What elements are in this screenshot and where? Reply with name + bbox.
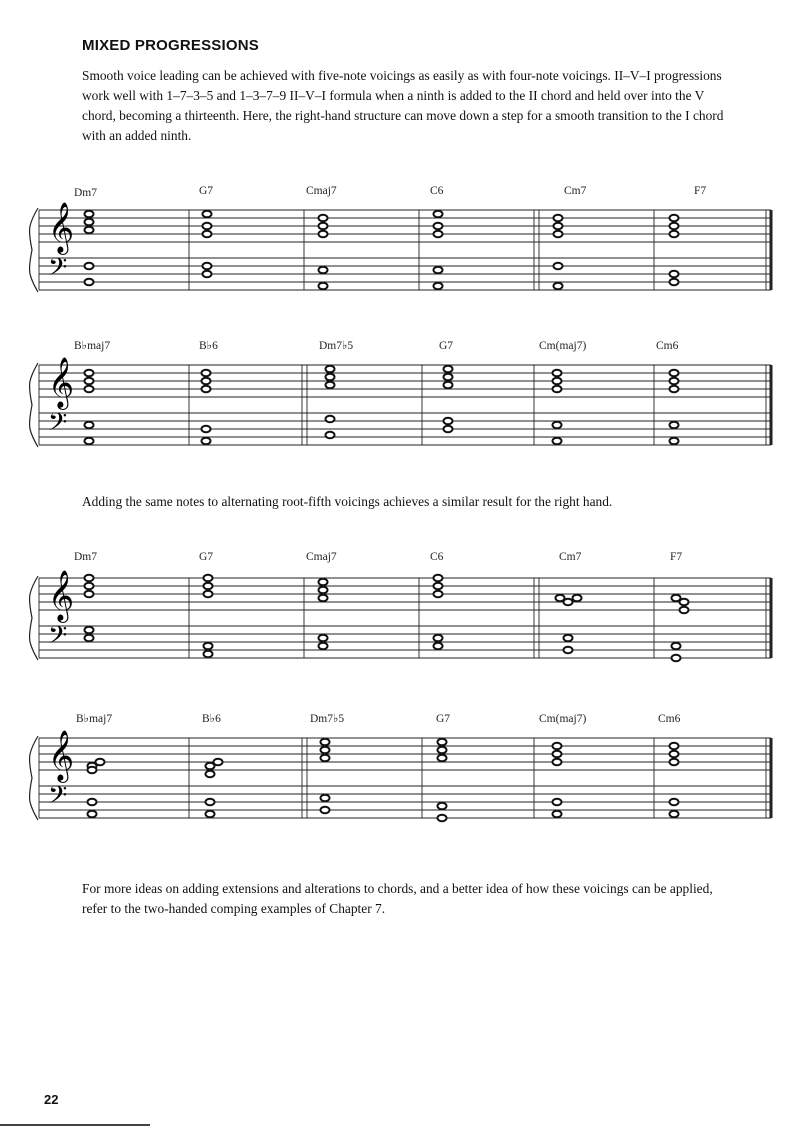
chord-symbol: Cm6 — [656, 340, 679, 352]
chord-symbol: Cm7 — [564, 185, 587, 197]
bass-clef-icon: 𝄢 — [48, 781, 68, 816]
notes-system-4 — [88, 739, 679, 821]
music-system-1 — [34, 180, 774, 300]
staff-system-2-svg — [34, 335, 774, 455]
treble-clef-icon: 𝄞 — [48, 730, 75, 781]
chord-symbol: G7 — [199, 551, 214, 563]
bass-clef-icon: 𝄢 — [48, 253, 68, 288]
chord-symbol: Dm7♭5 — [319, 340, 354, 352]
music-system-2 — [34, 335, 774, 455]
chord-symbol: Cm7 — [559, 551, 582, 563]
chord-symbol: G7 — [199, 185, 214, 197]
chord-symbol: C6 — [430, 185, 444, 197]
staff-system-4-svg — [34, 708, 774, 828]
middle-paragraph: Adding the same notes to alternating root-fifth voicings achieves a similar result for the right hand. — [82, 494, 613, 509]
notes-system-1 — [85, 211, 679, 289]
notes-system-3 — [85, 575, 689, 661]
section-heading: MIXED PROGRESSIONS — [82, 37, 259, 54]
chord-symbol: C6 — [430, 551, 444, 563]
treble-clef-icon: 𝄞 — [48, 357, 75, 408]
bass-clef-icon: 𝄢 — [48, 621, 68, 656]
chord-symbol: Dm7 — [74, 551, 97, 563]
chord-symbol: F7 — [670, 551, 683, 563]
staff-system-3-svg — [34, 548, 774, 668]
music-system-3 — [34, 548, 774, 668]
chord-symbol: B♭6 — [202, 713, 221, 725]
staff-system-1-svg — [34, 180, 774, 300]
closing-paragraph: For more ideas on adding extensions and alterations to chords, and a better idea of how these voicings can be applied, refer to the two-handed comping examples of Chapter 7. — [82, 881, 713, 916]
footer-divider — [0, 1124, 150, 1126]
chord-symbol: G7 — [436, 713, 451, 725]
chord-symbol: Cm6 — [658, 713, 681, 725]
treble-clef-icon: 𝄞 — [48, 202, 75, 253]
chord-symbol: G7 — [439, 340, 454, 352]
chord-symbol: Dm7 — [74, 187, 97, 199]
chord-symbol: Cm(maj7) — [539, 340, 587, 352]
chord-symbol: Dm7♭5 — [310, 713, 345, 725]
chord-symbol: B♭6 — [199, 340, 218, 352]
treble-clef-icon: 𝄞 — [48, 570, 75, 621]
music-system-4 — [34, 708, 774, 828]
chord-symbol: Cmaj7 — [306, 551, 337, 563]
chord-symbol: B♭maj7 — [74, 340, 111, 352]
chord-symbol: Cm(maj7) — [539, 713, 587, 725]
intro-paragraph: Smooth voice leading can be achieved with five-note voicings as easily as with four-note voicings. II–V–I progressions work well with 1–7–3–5 and 1–3–7–9 II–V–I formula when a ninth is added to the II chord and held over into the V chord, becoming a thirteenth. Here, the right-hand structure can move down a step for a smooth transition to the I chord with an added ninth. — [82, 68, 724, 143]
bass-clef-icon: 𝄢 — [48, 408, 68, 443]
page-number: 22 — [44, 1092, 59, 1107]
chord-symbol: F7 — [694, 185, 707, 197]
notes-system-2 — [85, 366, 679, 444]
chord-symbol: Cmaj7 — [306, 185, 337, 197]
chord-symbol: B♭maj7 — [76, 713, 113, 725]
